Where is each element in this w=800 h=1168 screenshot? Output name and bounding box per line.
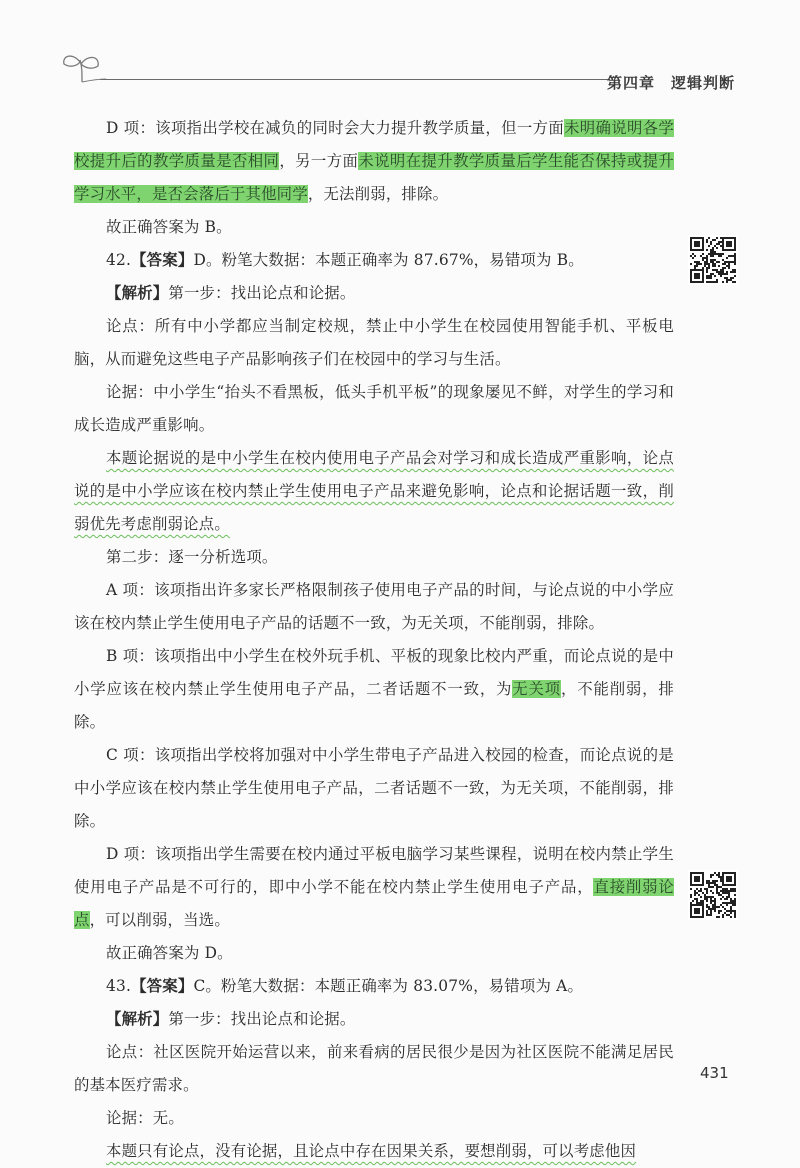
text-segment: 第二步：逐一分析选项。 — [106, 548, 278, 566]
qr-code-icon[interactable] — [688, 870, 738, 920]
text-segment: C 项：该项指出学校将加强对中小学生带电子产品进入校园的检查，而论点说的是中小学应该在校内禁止学生使用电子产品，二者话题不一致，为无关项，不能削弱，排除。 — [74, 746, 674, 830]
text-segment: ，另一方面 — [279, 152, 359, 170]
text-segment: 论据：无。 — [106, 1109, 184, 1127]
paragraph — [74, 739, 674, 838]
text-segment: A 项：该项指出许多家长严格限制孩子使用电子产品的时间，与论点说的中小学应该在校内禁止学生使用电子产品的话题不一致，为无关项，不能削弱，排除。 — [74, 581, 674, 632]
chapter-number: 第四章 — [607, 73, 656, 92]
text-segment: D 项：该项指出学校在减负的同时会大力提升教学质量，但一方面 — [106, 119, 565, 137]
paragraph — [74, 211, 674, 244]
text-segment: 论据：中小学生“抬头不看黑板，低头手机平板”的现象屡见不鲜，对学生的学习和成长造成严重影响。 — [74, 383, 674, 434]
underlined-text: 本题论据说的是中小学生在校内使用电子产品会对学习和成长造成严重影响，论点说的是中小学应该在校内禁止学生使用电子产品来避免影响，论点和论据话题一致，削弱优先考虑削弱论点。 — [74, 449, 674, 533]
text-segment: 论点：社区医院开始运营以来，前来看病的居民很少是因为社区医院不能满足居民的基本医疗需求。 — [74, 1043, 674, 1094]
text-segment: 第一步：找出论点和论据。 — [168, 284, 356, 302]
paragraph — [74, 1003, 674, 1036]
text-segment: ，不能削弱，排除。 — [74, 680, 674, 731]
paragraph — [74, 1102, 674, 1135]
text-segment: D。粉笔大数据：本题正确率为 87.67%，易错项为 B。 — [193, 251, 584, 269]
paragraph — [74, 1036, 674, 1102]
sprout-icon — [58, 50, 106, 84]
text-segment: 故正确答案为 B。 — [106, 218, 232, 236]
text-segment: 故正确答案为 D。 — [106, 944, 233, 962]
text-segment: 第一步：找出论点和论据。 — [168, 1010, 356, 1028]
paragraph — [74, 112, 674, 211]
section-label: 【解析】 — [106, 284, 169, 302]
section-label: 【答案】 — [131, 977, 194, 995]
qr-code-icon[interactable] — [688, 235, 738, 285]
paragraph — [74, 376, 674, 442]
text-segment: B 项：该项指出中小学生在校外玩手机、平板的现象比校内严重，而论点说的是中小学应该在校内禁止学生使用电子产品，二者话题不一致，为 — [74, 647, 674, 698]
text-segment: 论点：所有中小学都应当制定校规，禁止中小学生在校园使用智能手机、平板电脑，从而避免这些电子产品影响孩子们在校园中的学习与生活。 — [74, 317, 674, 368]
section-label: 【解析】 — [106, 1010, 169, 1028]
section-label: 【答案】 — [131, 251, 194, 269]
text-segment: C。粉笔大数据：本题正确率为 83.07%，易错项为 A。 — [193, 977, 584, 995]
paragraph — [74, 574, 674, 640]
highlighted-text: 无关项 — [512, 680, 561, 698]
page-number: 431 — [700, 1064, 729, 1082]
paragraph — [74, 640, 674, 739]
text-segment: D 项：该项指出学生需要在校内通过平板电脑学习某些课程，说明在校内禁止学生使用电子产品是不可行的，即中小学不能在校内禁止学生使用电子产品， — [74, 845, 674, 896]
paragraph — [74, 244, 674, 277]
highlighted-text: 未明确说明各学校提升后的教学质量是否相同 — [74, 119, 675, 170]
underlined-text: 本题只有论点，没有论据，且论点中存在因果关系，要想削弱，可以考虑他因 — [106, 1142, 637, 1160]
paragraph — [74, 277, 674, 310]
page-header — [0, 0, 800, 110]
chapter-heading — [607, 66, 767, 98]
paragraph — [74, 838, 674, 937]
paragraph — [74, 541, 674, 574]
paragraph — [74, 442, 674, 541]
highlighted-text: 未说明在提升教学质量后学生能否保持或提升学习水平，是否会落后于其他同学 — [74, 152, 674, 203]
text-segment: ，无法削弱，排除。 — [307, 185, 449, 203]
page-body — [74, 112, 674, 1168]
text-segment: 42. — [106, 251, 132, 269]
chapter-title: 逻辑判断 — [671, 73, 736, 92]
header-rule — [100, 79, 610, 80]
paragraph — [74, 937, 674, 970]
highlighted-text: 直接削弱论点 — [74, 878, 674, 929]
paragraph — [74, 310, 674, 376]
text-segment: 43. — [106, 977, 132, 995]
paragraph — [74, 970, 674, 1003]
text-segment: ，可以削弱，当选。 — [89, 911, 230, 929]
paragraph — [74, 1135, 674, 1168]
